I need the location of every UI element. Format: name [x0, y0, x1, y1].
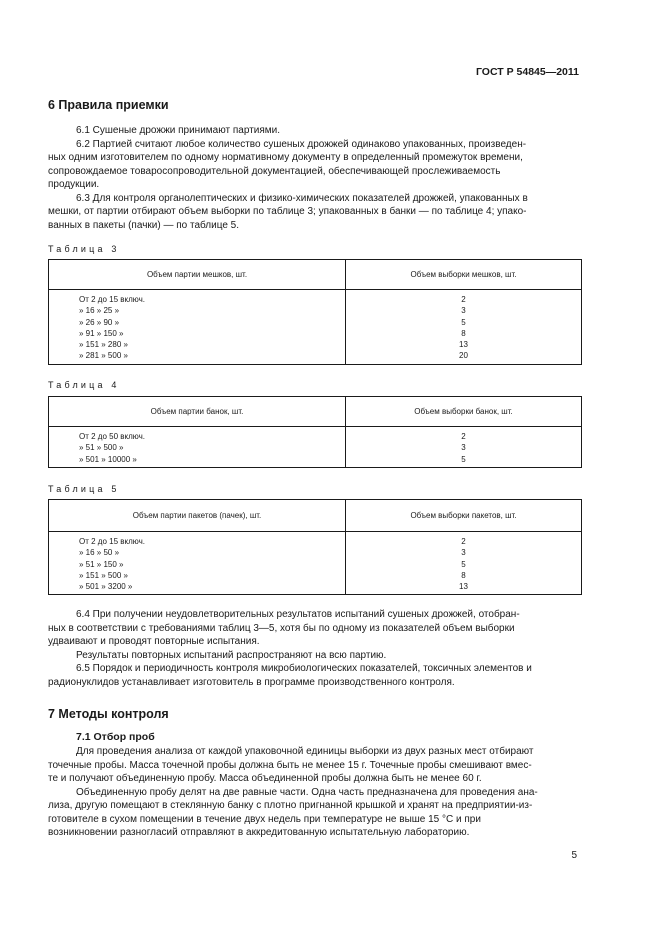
para-7-1-b-line1: Объединенную пробу делят на две равные части. Одна часть предназначена для проведения ана- — [76, 786, 538, 798]
table-3-col2-header: Объем выборки мешков, шт. — [346, 260, 582, 290]
section-6-continued — [48, 608, 582, 689]
table-row: 5 — [461, 559, 466, 569]
table-row: » 501 » 3200 » — [79, 582, 133, 592]
table-5-caption-wrap — [48, 484, 582, 494]
table-row: 3 — [461, 548, 466, 558]
table-4-col2-header: Объем выборки банок, шт. — [346, 397, 582, 427]
para-repeat-results: Результаты повторных испытаний распространяют на всю партию. — [76, 649, 387, 661]
table-row: 2 — [461, 432, 466, 441]
table-3-caption: Таблица 3 — [48, 244, 120, 254]
table-5 — [48, 499, 582, 595]
table-4 — [48, 396, 582, 468]
table-5-col2-header: Объем выборки пакетов, шт. — [346, 500, 582, 532]
table-row: От 2 до 50 включ. — [79, 432, 145, 441]
para-7-1-a-line1: Для проведения анализа от каждой упаковочной единицы выборки из двух разных мест отбирают — [76, 746, 534, 757]
table-row: 8 — [461, 328, 466, 338]
para-6-3-line1: 6.3 Для контроля органолептических и физико-химических показателей дрожжей, упакованных в — [76, 192, 528, 204]
table-4-col1-header: Объем партии банок, шт. — [49, 397, 346, 427]
table-row: » 51 » 500 » — [79, 443, 124, 453]
section-6-body — [48, 124, 582, 232]
table-4-caption: Таблица 4 — [48, 380, 120, 390]
table-row: » 91 » 150 » — [79, 328, 124, 338]
section-6-title: 6 Правила приемки — [48, 98, 169, 112]
para-6-3-line3: ванных в пакеты (пачки) — по таблице 5. — [48, 219, 240, 231]
subsection-7-1-title: 7.1 Отбор проб — [76, 731, 155, 743]
page-number: 5 — [571, 850, 577, 861]
para-6-2-line4: продукции. — [48, 179, 100, 190]
table-row: 13 — [459, 582, 468, 592]
table-4-caption-wrap — [48, 380, 582, 390]
para-6-4-line2: ных в соответствии с требованиями таблиц 3—5, хотя бы по одному из показателей объем выборки — [48, 622, 515, 634]
table-row: » 26 » 90 » — [79, 317, 120, 327]
para-6-4-line3: удваивают и проводят повторные испытания. — [48, 636, 260, 647]
table-row: От 2 до 15 включ. — [79, 537, 145, 546]
para-6-2-line2: ных одним изготовителем по одному нормативному документу в определенный промежуток времени, — [48, 152, 523, 163]
table-5-right-cells — [346, 532, 582, 595]
table-row: От 2 до 15 включ. — [79, 295, 145, 304]
table-row: 20 — [459, 351, 468, 361]
para-7-1-b-line2: лиза, другую помещают в стеклянную банку с плотно пригнанной крышкой и хранят на предприятии-из- — [48, 800, 533, 811]
table-5-col1-header: Объем партии пакетов (пачек), шт. — [49, 500, 346, 532]
table-3-right-cells — [346, 290, 582, 365]
para-6-4-line1: 6.4 При получении неудовлетворительных результатов испытаний сушеных дрожжей, отобран- — [76, 609, 520, 620]
table-3-left-cells — [49, 290, 346, 365]
table-row: » 16 » 50 » — [79, 548, 120, 558]
table-row: 2 — [461, 537, 466, 546]
table-row: 2 — [461, 295, 466, 304]
table-row: 5 — [461, 454, 466, 464]
table-3 — [48, 259, 582, 365]
table-4-right-cells — [346, 427, 582, 468]
table-row: » 16 » 25 » — [79, 306, 120, 316]
table-row: » 151 » 500 » — [79, 570, 128, 580]
para-6-1: 6.1 Сушеные дрожжи принимают партиями. — [76, 125, 281, 136]
table-row: » 281 » 500 » — [79, 351, 128, 361]
para-6-2-line3: сопровождаемое товаросопроводительной документацией, обеспечивающей прослеживаемость — [48, 165, 501, 177]
table-row: 3 — [461, 443, 466, 453]
table-row: » 51 » 150 » — [79, 559, 124, 569]
table-row: » 151 » 280 » — [79, 340, 128, 350]
para-7-1-a-line3: те и получают объединенную пробу. Масса объединенной пробы должна быть не менее 60 г. — [48, 773, 482, 784]
para-6-5-line1: 6.5 Порядок и периодичность контроля микробиологических показателей, токсичных элементов и — [76, 663, 532, 674]
para-6-3-line2: мешки, от партии отбирают объем выборки по таблице 3; упакованных в банки — по таблице 4; упако- — [48, 206, 527, 217]
para-6-5-line2: радионуклидов устанавливает изготовитель в программе производственного контроля. — [48, 676, 455, 688]
table-3-col1-header: Объем партии мешков, шт. — [49, 260, 346, 290]
section-7-title: 7 Методы контроля — [48, 707, 169, 721]
table-row: » 501 » 10000 » — [79, 454, 137, 464]
section-7-body — [48, 731, 582, 840]
para-7-1-b-line3: готовителе в сухом помещении в течение двух недель при температуре не выше 15 °С и при — [48, 813, 481, 825]
table-5-left-cells — [49, 532, 346, 595]
para-7-1-b-line4: возникновении разногласий отправляют в аккредитованную испытательную лабораторию. — [48, 827, 470, 838]
section-6 — [48, 98, 582, 112]
section-7 — [48, 707, 582, 721]
para-6-2-line1: 6.2 Партией считают любое количество сушеных дрожжей одинаково упакованных, произведен- — [76, 138, 527, 150]
table-5-caption: Таблица 5 — [48, 484, 120, 494]
table-row: 3 — [461, 306, 466, 316]
standard-number: ГОСТ Р 54845—2011 — [475, 66, 579, 78]
para-7-1-a-line2: точечные пробы. Масса точечной пробы должна быть не менее 15 г. Точечные пробы смешивают вмес- — [48, 759, 532, 771]
table-row: 13 — [459, 340, 468, 350]
table-row: 5 — [461, 317, 466, 327]
table-4-left-cells — [49, 427, 346, 468]
table-row: 8 — [461, 570, 466, 580]
table-3-caption-wrap — [48, 244, 582, 254]
